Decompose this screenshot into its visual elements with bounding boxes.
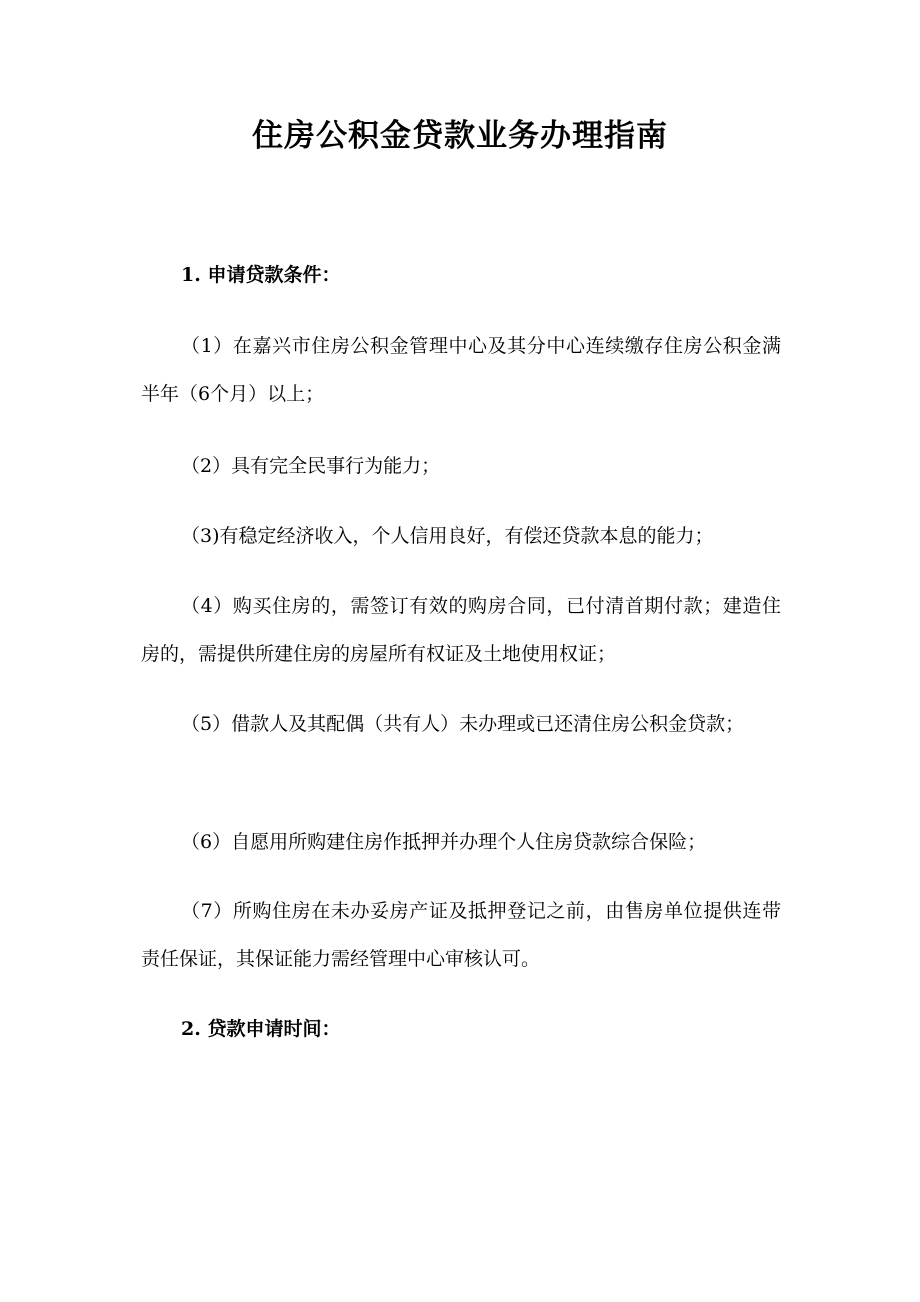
section-heading-application-time: 2. 贷款申请时间： — [181, 1018, 341, 1040]
condition-item-4: （4）购买住房的，需签订有效的购房合同，已付清首期付款；建造住房的，需提供所建住房的房屋所有权证及土地使用权证； — [141, 595, 781, 665]
condition-item-6: （6）自愿用所购建住房作抵押并办理个人住房贷款综合保险； — [181, 831, 707, 853]
condition-item-2: （2）具有完全民事行为能力； — [181, 455, 441, 477]
condition-item-7: （7）所购住房在未办妥房产证及抵押登记之前，由售房单位提供连带责任保证，其保证能力需经管理中心审核认可。 — [141, 900, 781, 970]
condition-item-1: （1）在嘉兴市住房公积金管理中心及其分中心连续缴存住房公积金满半年（6个月）以上； — [141, 335, 781, 405]
section-heading-loan-conditions: 1. 申请贷款条件： — [181, 264, 341, 286]
condition-item-5: （5）借款人及其配偶（共有人）未办理或已还清住房公积金贷款； — [181, 713, 745, 735]
page-title: 住房公积金贷款业务办理指南 — [252, 118, 668, 154]
condition-item-3: （3)有稳定经济收入，个人信用良好，有偿还贷款本息的能力； — [181, 525, 714, 547]
